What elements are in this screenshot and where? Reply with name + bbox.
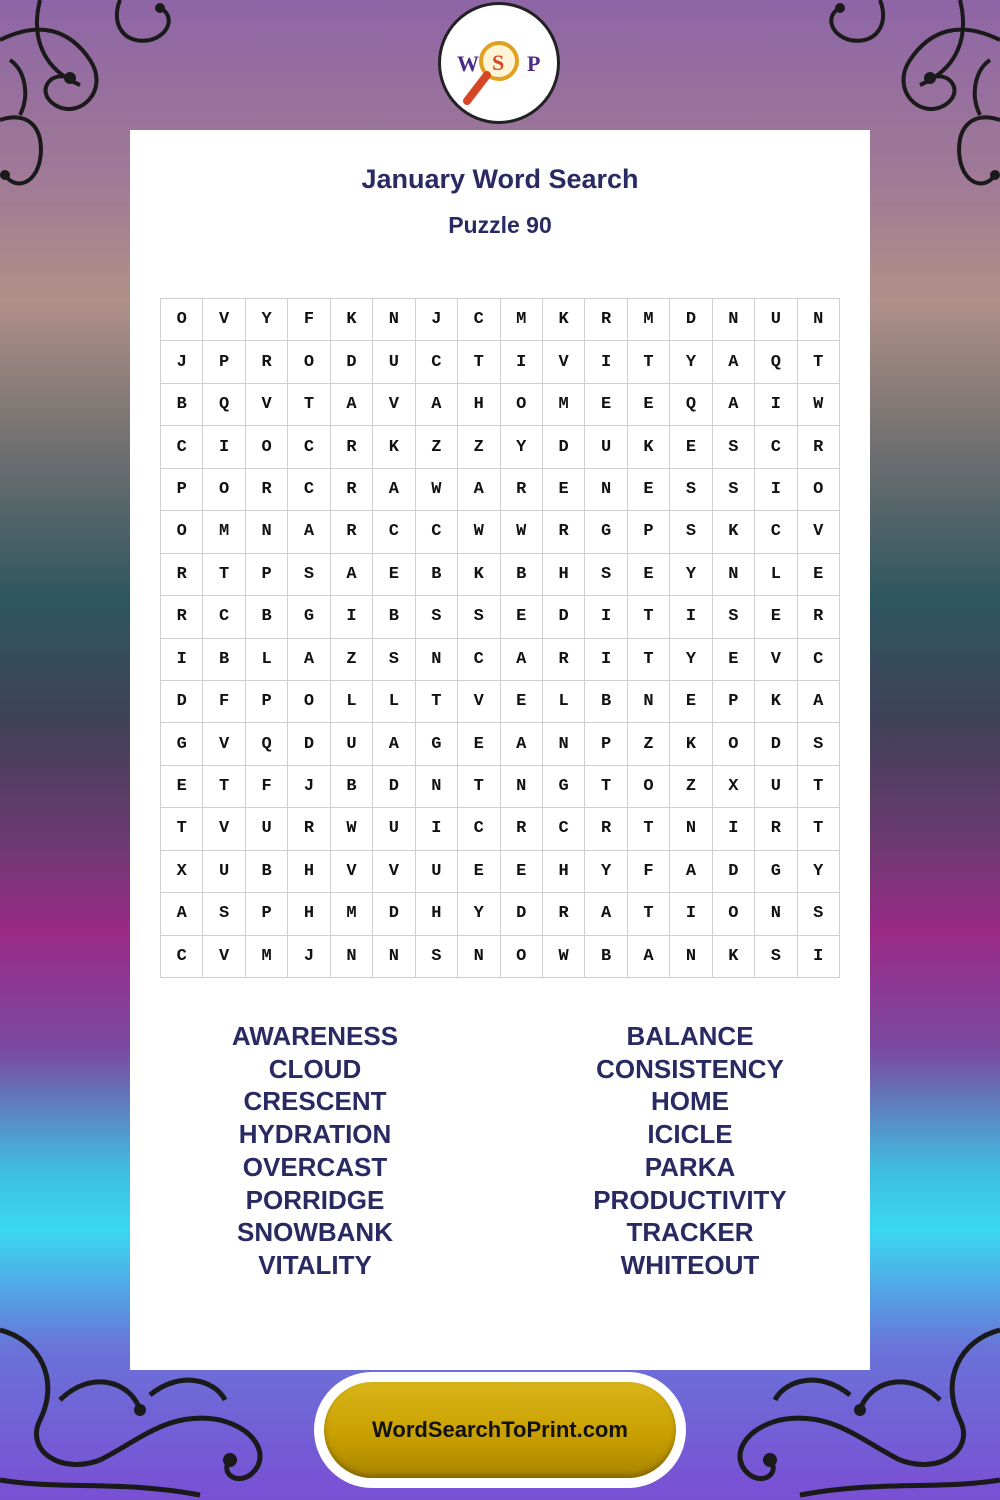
grid-cell[interactable]: S [203, 893, 245, 935]
grid-cell[interactable]: P [713, 681, 755, 723]
grid-cell[interactable]: K [755, 681, 797, 723]
grid-cell[interactable]: A [501, 639, 543, 681]
grid-cell[interactable]: V [543, 341, 585, 383]
grid-cell[interactable]: A [331, 384, 373, 426]
grid-cell[interactable]: I [585, 596, 627, 638]
grid-cell[interactable]: Y [798, 851, 840, 893]
grid-cell[interactable]: N [713, 299, 755, 341]
grid-cell[interactable]: R [501, 808, 543, 850]
grid-cell[interactable]: I [331, 596, 373, 638]
grid-cell[interactable]: H [416, 893, 458, 935]
grid-cell[interactable]: M [628, 299, 670, 341]
grid-cell[interactable]: S [416, 936, 458, 978]
grid-cell[interactable]: N [713, 554, 755, 596]
grid-cell[interactable]: D [373, 893, 415, 935]
grid-cell[interactable]: V [331, 851, 373, 893]
grid-cell[interactable]: U [585, 426, 627, 468]
grid-cell[interactable]: C [755, 426, 797, 468]
grid-cell[interactable]: G [755, 851, 797, 893]
grid-cell[interactable]: P [203, 341, 245, 383]
grid-cell[interactable]: M [543, 384, 585, 426]
grid-cell[interactable]: A [628, 936, 670, 978]
grid-cell[interactable]: B [373, 596, 415, 638]
grid-cell[interactable]: D [288, 723, 330, 765]
grid-cell[interactable]: U [203, 851, 245, 893]
grid-cell[interactable]: C [458, 639, 500, 681]
grid-cell[interactable]: T [628, 341, 670, 383]
grid-cell[interactable]: O [246, 426, 288, 468]
grid-cell[interactable]: Z [670, 766, 712, 808]
grid-cell[interactable]: S [713, 469, 755, 511]
grid-cell[interactable]: H [543, 851, 585, 893]
grid-cell[interactable]: T [416, 681, 458, 723]
word-list-item: TRACKER [626, 1217, 754, 1248]
grid-cell[interactable]: S [458, 596, 500, 638]
grid-cell[interactable]: B [203, 639, 245, 681]
grid-cell[interactable]: I [585, 341, 627, 383]
grid-cell[interactable]: Y [670, 639, 712, 681]
word-list-item: CONSISTENCY [596, 1053, 784, 1084]
grid-cell[interactable]: Y [458, 893, 500, 935]
grid-cell[interactable]: V [246, 384, 288, 426]
grid-cell[interactable]: A [288, 511, 330, 553]
word-list-right [505, 1020, 875, 1282]
grid-cell[interactable]: C [755, 511, 797, 553]
grid-cell[interactable]: P [585, 723, 627, 765]
grid-cell[interactable]: J [161, 341, 203, 383]
grid-cell[interactable]: O [288, 341, 330, 383]
grid-cell[interactable]: D [331, 341, 373, 383]
grid-cell[interactable]: R [246, 469, 288, 511]
grid-cell[interactable]: R [161, 596, 203, 638]
grid-cell[interactable]: X [713, 766, 755, 808]
grid-cell[interactable]: S [373, 639, 415, 681]
grid-cell[interactable]: C [288, 426, 330, 468]
grid-cell[interactable]: K [373, 426, 415, 468]
grid-cell[interactable]: N [543, 723, 585, 765]
grid-cell[interactable]: B [161, 384, 203, 426]
grid-cell[interactable]: M [331, 893, 373, 935]
grid-cell[interactable]: Q [755, 341, 797, 383]
grid-cell[interactable]: O [203, 469, 245, 511]
magnifier-icon [441, 5, 557, 121]
grid-cell[interactable]: I [501, 341, 543, 383]
grid-cell[interactable]: E [585, 384, 627, 426]
grid-cell[interactable]: I [416, 808, 458, 850]
grid-cell[interactable]: Z [416, 426, 458, 468]
grid-cell[interactable]: C [203, 596, 245, 638]
grid-cell[interactable]: U [373, 341, 415, 383]
grid-cell[interactable]: I [670, 893, 712, 935]
grid-cell[interactable]: O [713, 893, 755, 935]
grid-cell[interactable]: Q [670, 384, 712, 426]
grid-cell[interactable]: B [246, 596, 288, 638]
grid-cell[interactable]: S [713, 426, 755, 468]
grid-cell[interactable]: G [416, 723, 458, 765]
grid-cell[interactable]: C [458, 299, 500, 341]
grid-cell[interactable]: S [798, 723, 840, 765]
grid-cell[interactable]: R [161, 554, 203, 596]
grid-cell[interactable]: C [288, 469, 330, 511]
grid-cell[interactable]: F [203, 681, 245, 723]
page-title: January Word Search [361, 164, 639, 194]
grid-cell[interactable]: E [670, 681, 712, 723]
grid-cell[interactable]: O [501, 384, 543, 426]
grid-cell[interactable]: G [543, 766, 585, 808]
grid-cell[interactable]: O [288, 681, 330, 723]
grid-cell[interactable]: T [458, 341, 500, 383]
grid-cell[interactable]: P [246, 554, 288, 596]
grid-cell[interactable]: W [331, 808, 373, 850]
grid-cell[interactable]: E [755, 596, 797, 638]
grid-cell[interactable]: E [713, 639, 755, 681]
grid-cell[interactable]: E [501, 851, 543, 893]
grid-cell[interactable]: Q [246, 723, 288, 765]
grid-cell[interactable]: R [246, 341, 288, 383]
grid-cell[interactable]: Z [331, 639, 373, 681]
word-list-item: CRESCENT [243, 1086, 387, 1117]
grid-cell[interactable]: Y [585, 851, 627, 893]
logo-letter-w: W [457, 51, 479, 76]
grid-cell[interactable]: E [628, 469, 670, 511]
grid-cell[interactable]: R [585, 299, 627, 341]
grid-cell[interactable]: Y [246, 299, 288, 341]
word-list-item: PRODUCTIVITY [593, 1184, 787, 1215]
grid-cell[interactable]: C [161, 426, 203, 468]
grid-cell[interactable]: D [755, 723, 797, 765]
word-list-item: HYDRATION [238, 1119, 392, 1150]
grid-cell[interactable]: B [246, 851, 288, 893]
grid-cell[interactable]: C [416, 511, 458, 553]
grid-cell[interactable]: S [288, 554, 330, 596]
grid-cell[interactable]: A [373, 469, 415, 511]
grid-cell[interactable]: C [798, 639, 840, 681]
grid-cell[interactable]: N [670, 808, 712, 850]
grid-cell[interactable]: Y [670, 554, 712, 596]
word-list-item: PARKA [644, 1151, 736, 1182]
grid-cell[interactable]: T [161, 808, 203, 850]
grid-cell[interactable]: N [798, 299, 840, 341]
word-list-item: CLOUD [268, 1053, 362, 1084]
grid-cell[interactable]: T [798, 808, 840, 850]
grid-cell[interactable]: B [585, 681, 627, 723]
grid-cell[interactable]: R [331, 469, 373, 511]
grid-cell[interactable]: U [246, 808, 288, 850]
letter-grid [160, 298, 840, 978]
grid-cell[interactable]: A [713, 384, 755, 426]
grid-cell[interactable]: P [628, 511, 670, 553]
grid-cell[interactable]: J [288, 936, 330, 978]
grid-cell[interactable]: A [585, 893, 627, 935]
grid-cell[interactable]: Y [501, 426, 543, 468]
grid-cell[interactable]: Q [203, 384, 245, 426]
grid-cell[interactable]: T [458, 766, 500, 808]
grid-cell[interactable]: D [161, 681, 203, 723]
grid-cell[interactable]: S [585, 554, 627, 596]
word-list-item: OVERCAST [242, 1151, 388, 1182]
grid-cell[interactable]: G [161, 723, 203, 765]
grid-cell[interactable]: S [670, 469, 712, 511]
grid-cell[interactable]: N [628, 681, 670, 723]
word-list-item: WHITEOUT [620, 1249, 760, 1280]
grid-cell[interactable]: T [203, 766, 245, 808]
grid-cell[interactable]: R [331, 511, 373, 553]
grid-cell[interactable]: I [798, 936, 840, 978]
grid-cell[interactable]: K [670, 723, 712, 765]
grid-cell[interactable]: O [161, 299, 203, 341]
grid-cell[interactable]: W [416, 469, 458, 511]
word-list-left [130, 1020, 500, 1282]
grid-cell[interactable]: B [331, 766, 373, 808]
grid-cell[interactable]: R [501, 469, 543, 511]
grid-cell[interactable]: M [501, 299, 543, 341]
grid-cell[interactable]: G [585, 511, 627, 553]
grid-cell[interactable]: C [416, 341, 458, 383]
grid-cell[interactable]: E [798, 554, 840, 596]
grid-cell[interactable]: N [331, 936, 373, 978]
grid-cell[interactable]: N [585, 469, 627, 511]
grid-cell[interactable]: V [458, 681, 500, 723]
grid-cell[interactable]: K [331, 299, 373, 341]
grid-cell[interactable]: D [543, 596, 585, 638]
grid-cell[interactable]: C [543, 808, 585, 850]
grid-cell[interactable]: A [670, 851, 712, 893]
grid-cell[interactable]: J [416, 299, 458, 341]
grid-cell[interactable]: E [458, 723, 500, 765]
grid-cell[interactable]: K [458, 554, 500, 596]
grid-cell[interactable]: R [585, 808, 627, 850]
grid-cell[interactable]: R [755, 808, 797, 850]
grid-cell[interactable]: H [288, 851, 330, 893]
grid-cell[interactable]: A [798, 681, 840, 723]
grid-cell[interactable]: N [670, 936, 712, 978]
grid-cell[interactable]: D [501, 893, 543, 935]
grid-cell[interactable]: V [203, 299, 245, 341]
word-list-item: PORRIDGE [245, 1184, 385, 1215]
grid-cell[interactable]: M [203, 511, 245, 553]
grid-cell[interactable]: K [713, 936, 755, 978]
grid-cell[interactable]: J [288, 766, 330, 808]
grid-cell[interactable]: X [161, 851, 203, 893]
grid-cell[interactable]: B [501, 554, 543, 596]
grid-cell[interactable]: A [373, 723, 415, 765]
grid-cell[interactable]: N [246, 511, 288, 553]
grid-cell[interactable]: E [161, 766, 203, 808]
grid-cell[interactable]: R [331, 426, 373, 468]
grid-cell[interactable]: F [246, 766, 288, 808]
grid-cell[interactable]: M [246, 936, 288, 978]
grid-cell[interactable]: A [458, 469, 500, 511]
grid-cell[interactable]: P [246, 681, 288, 723]
grid-cell[interactable]: I [713, 808, 755, 850]
grid-cell[interactable]: P [161, 469, 203, 511]
grid-cell[interactable]: T [628, 893, 670, 935]
grid-cell[interactable]: T [288, 384, 330, 426]
grid-cell[interactable]: I [203, 426, 245, 468]
grid-cell[interactable]: E [458, 851, 500, 893]
grid-cell[interactable]: V [203, 936, 245, 978]
grid-cell[interactable]: O [161, 511, 203, 553]
grid-cell[interactable]: U [331, 723, 373, 765]
grid-cell[interactable]: V [373, 384, 415, 426]
grid-cell[interactable]: V [755, 639, 797, 681]
grid-cell[interactable]: C [161, 936, 203, 978]
grid-cell[interactable]: A [501, 723, 543, 765]
grid-cell[interactable]: E [670, 426, 712, 468]
grid-cell[interactable]: D [713, 851, 755, 893]
word-list-item: HOME [651, 1086, 729, 1117]
grid-cell[interactable]: F [288, 299, 330, 341]
puzzle-card [130, 130, 870, 1370]
grid-cell[interactable]: N [373, 299, 415, 341]
grid-cell[interactable]: U [755, 299, 797, 341]
grid-cell[interactable]: V [203, 723, 245, 765]
grid-cell[interactable]: D [373, 766, 415, 808]
word-list-item: SNOWBANK [237, 1217, 393, 1248]
grid-cell[interactable]: W [458, 511, 500, 553]
grid-cell[interactable]: B [416, 554, 458, 596]
grid-cell[interactable]: U [373, 808, 415, 850]
logo-letter-p: P [527, 51, 541, 76]
grid-cell[interactable]: N [755, 893, 797, 935]
puzzle-number: Puzzle 90 [448, 212, 552, 238]
grid-cell[interactable]: K [543, 299, 585, 341]
footer-pill [314, 1372, 686, 1488]
grid-cell[interactable]: L [331, 681, 373, 723]
wsp-logo[interactable] [438, 2, 560, 124]
grid-cell[interactable]: T [628, 596, 670, 638]
grid-cell[interactable]: C [458, 808, 500, 850]
word-list-item: AWARENESS [231, 1021, 399, 1051]
grid-cell[interactable]: R [543, 639, 585, 681]
grid-cell[interactable]: F [628, 851, 670, 893]
grid-cell[interactable]: A [416, 384, 458, 426]
grid-cell[interactable]: O [713, 723, 755, 765]
grid-cell[interactable]: D [670, 299, 712, 341]
grid-cell[interactable]: K [713, 511, 755, 553]
grid-cell[interactable]: T [628, 639, 670, 681]
grid-cell[interactable]: Y [670, 341, 712, 383]
grid-cell[interactable]: E [628, 554, 670, 596]
grid-cell[interactable]: H [288, 893, 330, 935]
grid-cell[interactable]: R [798, 596, 840, 638]
grid-cell[interactable]: V [373, 851, 415, 893]
grid-cell[interactable]: S [755, 936, 797, 978]
grid-cell[interactable]: Z [628, 723, 670, 765]
grid-cell[interactable]: A [331, 554, 373, 596]
word-list-item: ICICLE [647, 1119, 733, 1150]
grid-cell[interactable]: T [628, 808, 670, 850]
grid-cell[interactable]: S [670, 511, 712, 553]
grid-cell[interactable]: S [713, 596, 755, 638]
grid-cell[interactable]: P [246, 893, 288, 935]
grid-cell[interactable]: N [373, 936, 415, 978]
grid-cell[interactable]: N [416, 639, 458, 681]
grid-cell[interactable]: I [755, 384, 797, 426]
grid-cell[interactable]: A [161, 893, 203, 935]
logo-letter-s: S [492, 50, 505, 75]
grid-cell[interactable]: U [755, 766, 797, 808]
grid-cell[interactable]: H [458, 384, 500, 426]
grid-cell[interactable]: K [628, 426, 670, 468]
grid-cell[interactable]: Z [458, 426, 500, 468]
grid-cell[interactable]: L [755, 554, 797, 596]
grid-cell[interactable]: W [501, 511, 543, 553]
grid-cell[interactable]: L [543, 681, 585, 723]
site-link-button[interactable] [324, 1382, 676, 1478]
grid-cell[interactable]: S [798, 893, 840, 935]
grid-cell[interactable]: O [798, 469, 840, 511]
grid-cell[interactable]: N [416, 766, 458, 808]
grid-cell[interactable]: I [670, 596, 712, 638]
grid-cell[interactable]: R [798, 426, 840, 468]
grid-cell[interactable]: V [798, 511, 840, 553]
grid-cell[interactable]: E [373, 554, 415, 596]
grid-cell[interactable]: N [501, 766, 543, 808]
grid-cell[interactable]: E [543, 469, 585, 511]
grid-cell[interactable]: B [585, 936, 627, 978]
grid-cell[interactable]: O [628, 766, 670, 808]
grid-cell[interactable]: T [203, 554, 245, 596]
grid-cell[interactable]: L [373, 681, 415, 723]
grid-cell[interactable]: R [288, 808, 330, 850]
grid-cell[interactable]: T [798, 766, 840, 808]
grid-cell[interactable]: W [798, 384, 840, 426]
grid-cell[interactable]: T [798, 341, 840, 383]
word-list-item: BALANCE [626, 1021, 754, 1051]
word-list-item: VITALITY [258, 1249, 372, 1280]
grid-cell[interactable]: A [288, 639, 330, 681]
grid-cell[interactable]: I [755, 469, 797, 511]
grid-cell[interactable]: T [585, 766, 627, 808]
site-link-label: WordSearchToPrint.com [372, 1417, 628, 1442]
grid-cell[interactable]: A [713, 341, 755, 383]
grid-cell[interactable]: I [585, 639, 627, 681]
grid-cell[interactable]: H [543, 554, 585, 596]
grid-cell[interactable]: C [373, 511, 415, 553]
grid-cell[interactable]: O [501, 936, 543, 978]
grid-cell[interactable]: E [501, 681, 543, 723]
grid-cell[interactable]: N [458, 936, 500, 978]
grid-cell[interactable]: V [203, 808, 245, 850]
grid-cell[interactable]: R [543, 511, 585, 553]
grid-cell[interactable]: U [416, 851, 458, 893]
grid-cell[interactable]: R [543, 893, 585, 935]
grid-cell[interactable]: W [543, 936, 585, 978]
grid-cell[interactable]: D [543, 426, 585, 468]
grid-cell[interactable]: E [501, 596, 543, 638]
grid-cell[interactable]: S [416, 596, 458, 638]
grid-cell[interactable]: E [628, 384, 670, 426]
grid-cell[interactable]: I [161, 639, 203, 681]
grid-cell[interactable]: G [288, 596, 330, 638]
grid-cell[interactable]: L [246, 639, 288, 681]
